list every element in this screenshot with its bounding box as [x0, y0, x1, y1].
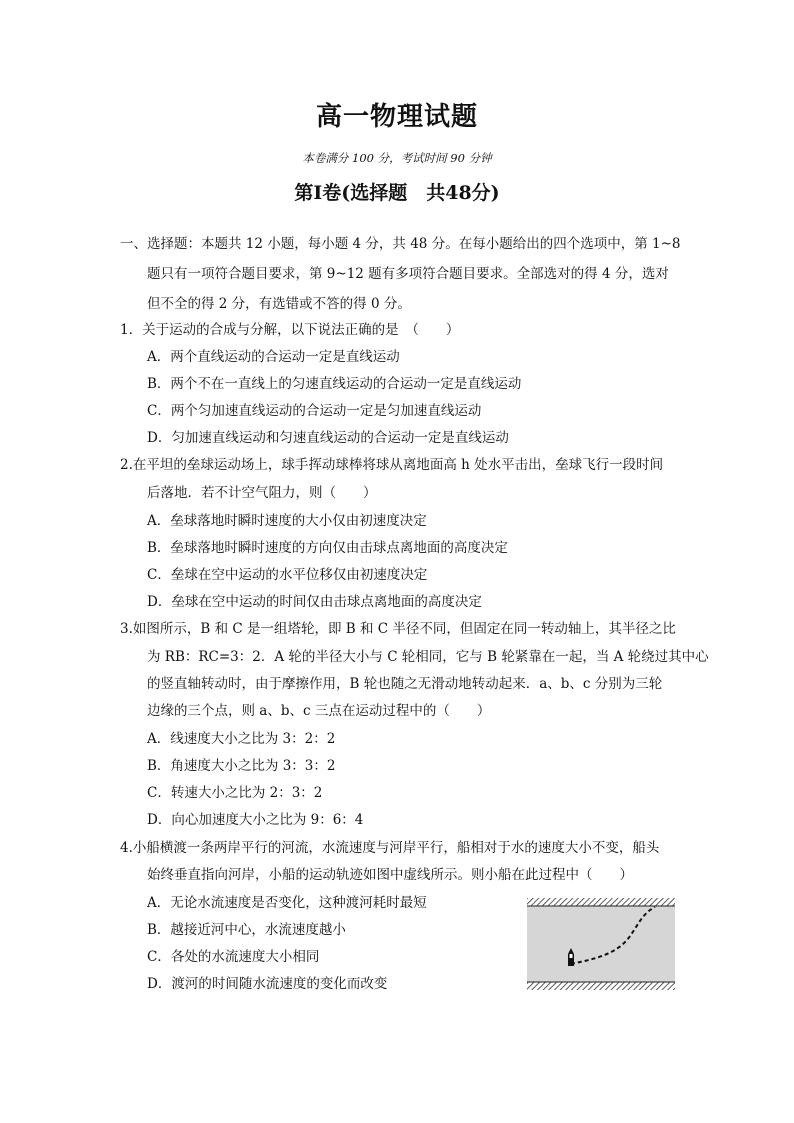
question-2-option-d: D．垒球在空中运动的时间仅由击球点离地面的高度决定	[147, 594, 482, 610]
question-3-stem: 的竖直轴转动时，由于摩擦作用，B 轮也随之无滑动地转动起来．a、b、c 分别为三轮	[147, 676, 663, 692]
question-3-option-b: B．角速度大小之比为 3：3：2	[147, 758, 336, 774]
exam-title: 高一物理试题	[315, 102, 478, 132]
question-1-stem: 1．关于运动的合成与分解，以下说法正确的是 （ ）	[120, 322, 460, 338]
exam-subtitle: 本卷满分 100 分，考试时间 90 分钟	[302, 151, 492, 165]
river-water	[527, 906, 675, 982]
question-3-stem: 为 RB：RC=3：2．A 轮的半径大小与 C 轮相同，它与 B 轮紧靠在一起，当 A 轮绕过其中心	[147, 649, 709, 665]
instructions-line: 题只有一项符合题目要求，第 9~12 题有多项符合题目要求。全部选对的得 4 分，选对	[147, 266, 669, 282]
question-3-option-d: D．向心加速度大小之比为 9：6：4	[147, 812, 364, 828]
question-1-option-d: D．匀加速直线运动和匀速直线运动的合运动一定是直线运动	[147, 430, 509, 446]
question-4-option-b: B．越接近河中心，水流速度越小	[147, 922, 346, 938]
question-2-option-c: C．垒球在空中运动的水平位移仅由初速度决定	[147, 567, 428, 583]
river-bank-top	[527, 898, 675, 906]
question-4-option-c: C．各处的水流速度大小相同	[147, 949, 320, 965]
section-title: 第Ⅰ卷(选择题 共48分)	[294, 182, 500, 204]
question-2-option-b: B．垒球落地时瞬时速度的方向仅由击球点离地面的高度决定	[147, 540, 508, 556]
question-1-option-b: B．两个不在一直线上的匀速直线运动的合运动一定是直线运动	[147, 376, 522, 392]
question-4-stem: 始终垂直指向河岸，小船的运动轨迹如图中虚线所示。则小船在此过程中（ ）	[147, 867, 633, 883]
question-4-stem: 4.小船横渡一条两岸平行的河流，水流速度与河岸平行，船相对于水的速度大小不变，船头	[120, 840, 660, 856]
question-2-option-a: A．垒球落地时瞬时速度的大小仅由初速度决定	[147, 513, 427, 529]
question-4-option-a: A．无论水流速度是否变化，这种渡河耗时最短	[147, 895, 427, 911]
question-3-stem: 3.如图所示，B 和 C 是一组塔轮，即 B 和 C 半径不同，但固定在同一转动轴上，其半径之比	[120, 621, 676, 637]
river-bank-bottom	[527, 982, 675, 990]
question-3-stem: 边缘的三个点，则 a、b、c 三点在运动过程中的（ ）	[147, 703, 491, 719]
question-1-option-a: A．两个直线运动的合运动一定是直线运动	[147, 349, 400, 365]
instructions-line: 但不全的得 2 分，有选错或不答的得 0 分。	[147, 296, 411, 312]
question-2-stem: 2.在平坦的垒球运动场上，球手挥动球棒将球从离地面高 h 处水平击出，垒球飞行一段时间	[120, 457, 664, 473]
river-boat-figure	[527, 898, 675, 990]
instructions-line: 一、选择题：本题共 12 小题，每小题 4 分，共 48 分。在每小题给出的四个选项中，第 1~8	[120, 236, 681, 252]
question-1-option-c: C．两个匀加速直线运动的合运动一定是匀加速直线运动	[147, 403, 482, 419]
question-3-option-a: A．线速度大小之比为 3：2：2	[147, 731, 336, 747]
question-4-option-d: D．渡河的时间随水流速度的变化而改变	[147, 976, 388, 992]
question-2-stem: 后落地．若不计空气阻力，则（ ）	[147, 485, 377, 501]
question-3-option-c: C．转速大小之比为 2：3：2	[147, 785, 323, 801]
